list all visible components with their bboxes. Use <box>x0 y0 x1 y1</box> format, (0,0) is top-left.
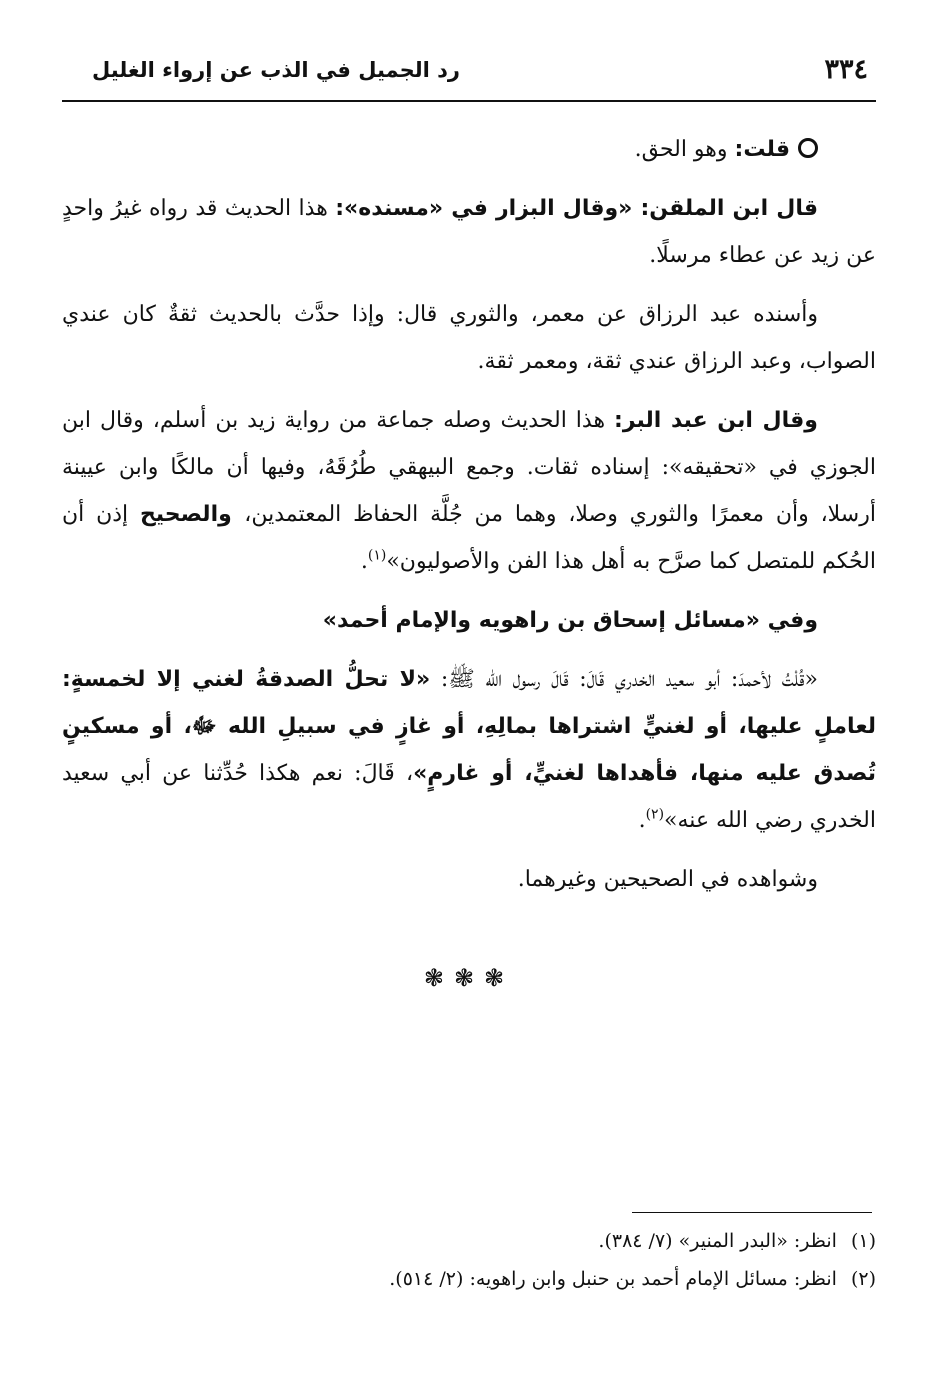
footnote-ref-2[interactable]: (٢) <box>645 806 665 823</box>
paragraph-1-text: وهو الحق. <box>634 137 735 162</box>
paragraph-2-lead: قال ابن الملقن: <box>640 196 818 221</box>
paragraph-6 <box>62 656 876 844</box>
paragraph-2-text: هذا الحديث قد رواه غيرُ واحدٍ عن زيد عن عطاء مرسلًا. <box>62 196 876 268</box>
footnote-text: انظر: «البدر المنير» (٧/ ٣٨٤). <box>598 1230 837 1252</box>
footnote-rule <box>632 1212 872 1213</box>
header-rule <box>62 100 876 102</box>
paragraph-1 <box>62 126 876 173</box>
paragraph-4-end: . <box>360 549 368 574</box>
paragraph-1-lead: قلت: <box>734 137 790 162</box>
paragraph-4-text-2: إذن أن الحُكم للمتصل كما صرَّح به أهل هذا الفن والأصوليون» <box>62 502 876 574</box>
paragraph-4-lead: وقال ابن عبد البر: <box>614 408 818 433</box>
paragraph-7 <box>62 856 876 903</box>
paragraph-2-quote: «وقال البزار في «مسنده»: <box>335 196 641 221</box>
paragraph-4 <box>62 397 876 585</box>
paragraph-3-text: وأسنده عبد الرزاق عن معمر، والثوري قال: وإذا حدَّث بالحديث ثقةٌ كان عندي الصواب، وعبد الرزاق عندي ثقة، ومعمر ثقة. <box>62 302 876 374</box>
paragraph-5 <box>62 597 876 644</box>
hadith-text: «لا تحلُّ الصدقةُ لغني إلا لخمسةٍ: لعاملٍ عليها، أو لغنيٍّ اشتراها بمالِهِ، أو غازٍ في سبيلِ الله ﷻ، أو مسكينٍ تُصدق عليه منها، فأهداها لغنيٍّ، أو غارمٍ» <box>62 667 876 786</box>
footnote-2 <box>62 1260 876 1298</box>
paragraph-6-text-1: «قُلْتُ لأحمدَ: أبو سعيد الخدري قَالَ: قَالَ رسول الله ﷺ: <box>430 667 818 692</box>
page-number: ٣٣٤ <box>824 54 868 85</box>
paragraph-3 <box>62 291 876 385</box>
paragraph-6-text-2: ، قَالَ: نعم هكذا حُدِّثنا عن أبي سعيد الخدري رضي الله عنه» <box>62 761 876 833</box>
section-divider-stars: ❃❃❃ <box>423 964 515 992</box>
paragraph-6-end: . <box>638 808 646 833</box>
circle-bullet-icon <box>798 138 818 158</box>
running-title: رد الجميل في الذب عن إرواء الغليل <box>92 58 461 82</box>
footnote-1 <box>62 1222 876 1260</box>
paragraph-7-text: وشواهده في الصحيحين وغيرهما. <box>517 867 818 892</box>
footnotes <box>62 1222 876 1298</box>
footnote-number: (١) <box>850 1230 876 1252</box>
paragraph-2 <box>62 185 876 279</box>
paragraph-5-text: وفي «مسائل إسحاق بن راهويه والإمام أحمد» <box>322 608 818 633</box>
paragraph-4-text-1: هذا الحديث وصله جماعة من رواية زيد بن أسلم، وقال ابن الجوزي في «تحقيقه»: إسناده ثقات. وجمع البيهقي طُرُقَهُ، وفيها أن مالكًا وابن عيينة أرسلا، وأن معمرًا والثوري وصلا، وهما من جُلَّة الحفاظ المعتمدين، <box>62 408 876 527</box>
footnote-text: انظر: مسائل الإمام أحمد بن حنبل وابن راهويه: (٢/ ٥١٤). <box>389 1268 837 1290</box>
paragraph-4-bold: والصحيح <box>139 502 245 527</box>
page-header <box>62 48 876 92</box>
main-text <box>62 126 876 915</box>
footnote-ref-1[interactable]: (١) <box>367 547 387 564</box>
footnote-number: (٢) <box>850 1268 876 1290</box>
